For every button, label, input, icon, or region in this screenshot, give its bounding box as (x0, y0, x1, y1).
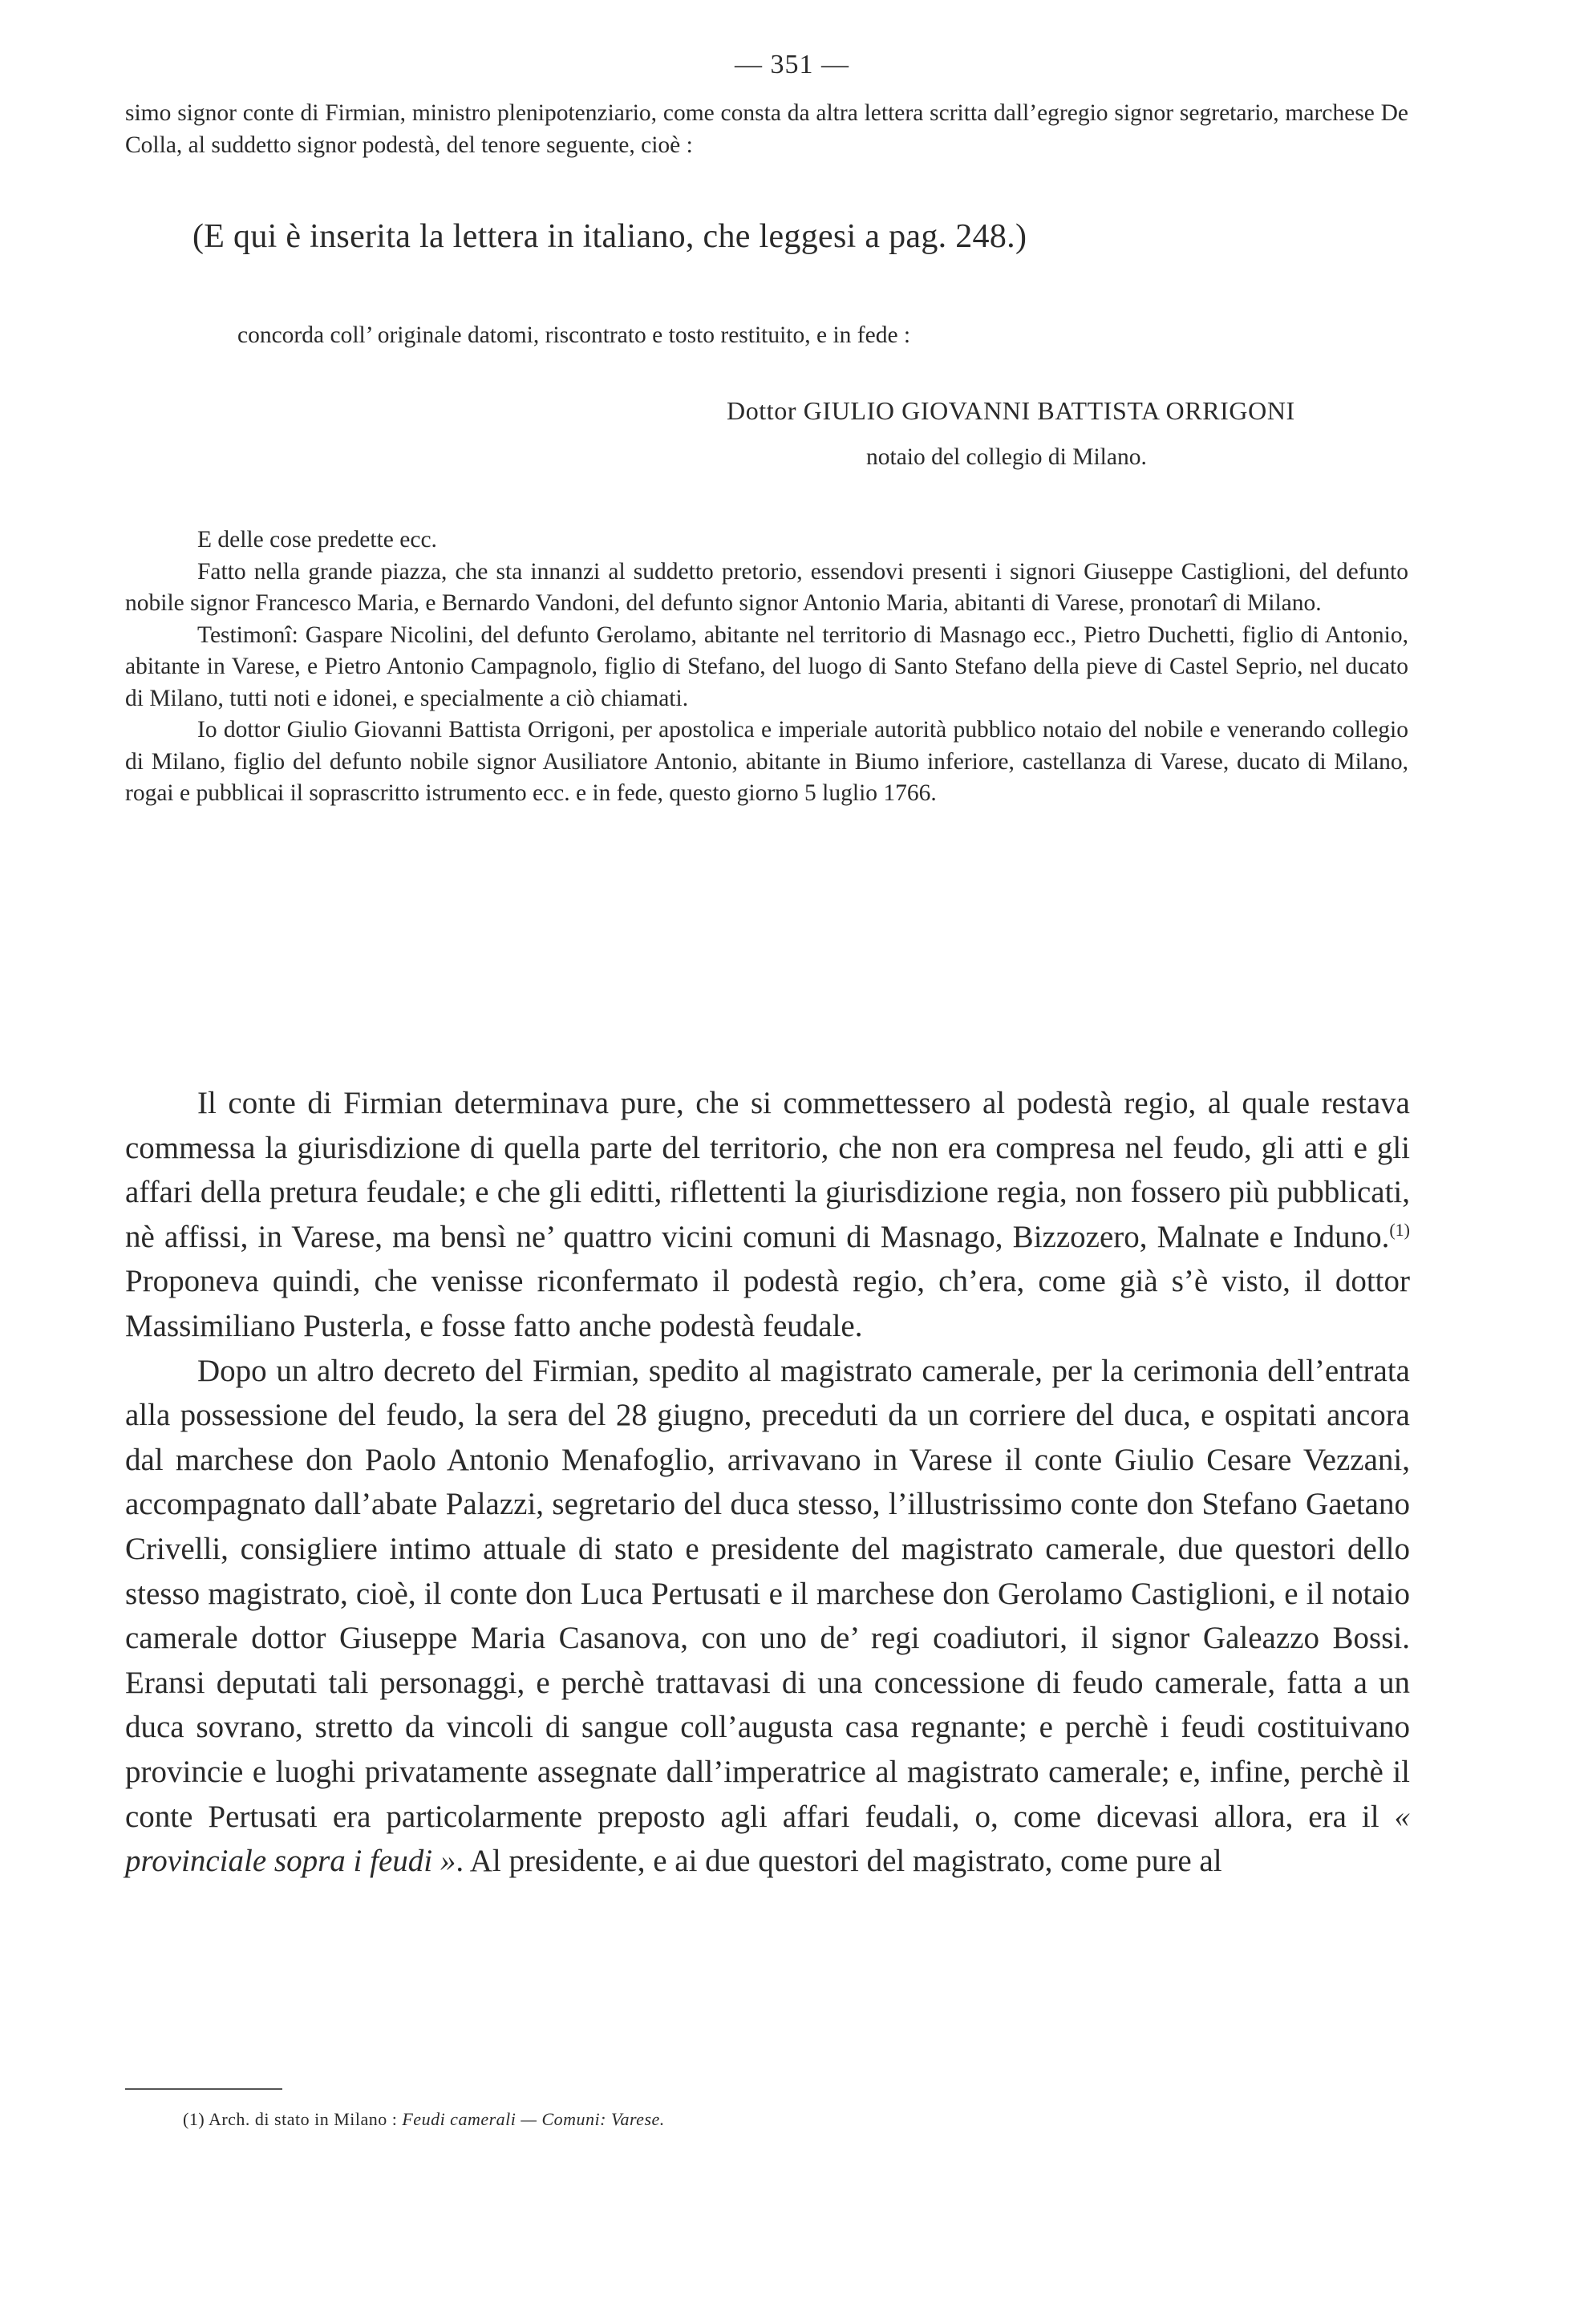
footnote-source-title: Feudi camerali — Comuni: Varese. (402, 2109, 665, 2129)
notarial-paragraph: E delle cose predette ecc. (197, 527, 437, 553)
footnote-reference: (1) (1389, 1219, 1410, 1240)
footnote-source: Arch. di stato in Milano : (205, 2109, 403, 2129)
main-paragraph-1-text: Il conte di Firmian determinava pure, che si commettessero al podestà regio, al quale restava commessa la giurisdizione di quella parte del territorio, che non era compresa nel feudo, gli atti e gli affari della pretura feudale; e che gli editti, riflettenti la giurisdizione regia, non fossero più pubblicati, nè affissi, in Varese, ma bensì ne’ quattro vicini comuni di Masnago, Bizzozero, Malnate e Induno. (125, 1086, 1410, 1254)
quoted-title: « provinciale sopra i feudi » (125, 1799, 1410, 1879)
notarial-paragraph: Io dottor Giulio Giovanni Battista Orrigoni, per apostolica e imperiale autorità pubblico notaio del nobile e venerando collegio di Milano, figlio del defunto nobile signor Ausiliatore Antonio, abitante in Biumo inferiore, castellanza di Varese, ducato di Milano, rogai e pubblicai il soprascritto istrumento ecc. e in fede, questo giorno 5 luglio 1766. (125, 717, 1408, 806)
main-paragraph-1-continuation: Proponeva quindi, che venisse riconfermato il podestà regio, ch’era, come già s’è visto, il dottor Massimiliano Pusterla, e fosse fatto anche podestà feudale. (125, 1264, 1410, 1343)
attestation-line: concorda coll’ originale datomi, riscontrato e tosto restituito, e in fede : (237, 322, 911, 348)
footnote (183, 2107, 1306, 2132)
notarial-paragraph: Fatto nella grande piazza, che sta innanzi al suddetto pretorio, essendovi presenti i signori Giuseppe Castiglioni, del defunto nobile signor Francesco Maria, e Bernardo Vandoni, del defunto signor Antonio Maria, abitanti di Varese, pronotarî di Milano. (125, 558, 1408, 616)
page-number: — 351 — (735, 50, 849, 79)
main-paragraph-2 (125, 1349, 1410, 1884)
inserted-letter-note: (E qui è inserita la lettera in italiano, che leggesi a pag. 248.) (192, 218, 1027, 255)
notarial-paragraph: Testimonî: Gaspare Nicolini, del defunto Gerolamo, abitante nel territorio di Masnago ecc., Pietro Duchetti, figlio di Antonio, abitante in Varese, e Pietro Antonio Campagnolo, figlio di Stefano, del luogo di Santo Stefano della pieve di Castel Seprio, nel ducato di Milano, tutti noti e idonei, e specialmente a ciò chiamati. (125, 621, 1408, 711)
main-paragraph-1 (125, 1081, 1410, 1349)
main-paragraph-2-text: Dopo un altro decreto del Firmian, spedito al magistrato camerale, per la cerimonia dell’entrata alla possessione del feudo, la sera del 28 giugno, preceduti da un corriere del duca, e ospitati ancora dal marchese don Paolo Antonio Menafoglio, arrivavano in Varese il conte Giulio Cesare Vezzani, accompagnato dall’abate Palazzi, segretario del duca stesso, l’illustrissimo conte don Stefano Gaetano Crivelli, consigliere intimo attuale di stato e presidente del magistrato camerale, due questori dello stesso magistrato, cioè, il conte don Luca Pertusati e il marchese don Gerolamo Castiglioni, e il notaio camerale dottor Giuseppe Maria Casanova, con uno de’ regi coadiutori, il signor Galeazzo Bossi. Eransi deputati tali personaggi, e perchè trattavasi di una concessione di feudo camerale, fatta a un duca sovrano, stretto da vincoli di sangue coll’augusta casa regnante; e perchè i feudi costituivano provincie e luoghi privatamente assegnate dall’imperatrice al magistrato camerale; e, infine, perchè il conte Pertusati era particolarmente preposto agli affari feudali, o, come dicevasi allora, era il (125, 1353, 1410, 1834)
footnote-number: (1) (183, 2109, 205, 2129)
signer-name: Dottor GIULIO GIOVANNI BATTISTA ORRIGONI (727, 396, 1295, 425)
signer-role: notaio del collegio di Milano. (866, 444, 1147, 470)
intro-paragraph (125, 98, 1408, 161)
main-text (125, 1081, 1410, 1884)
footnote-divider (125, 2088, 282, 2090)
main-paragraph-2-continuation: . Al presidente, e ai due questori del magistrato, come pure al (456, 1844, 1222, 1879)
notarial-act (125, 524, 1408, 810)
intro-text: simo signor conte di Firmian, ministro plenipotenziario, come consta da altra lettera scritta dall’egregio signor segretario, marchese De Colla, al suddetto signor podestà, del tenore seguente, cioè : (125, 100, 1408, 158)
